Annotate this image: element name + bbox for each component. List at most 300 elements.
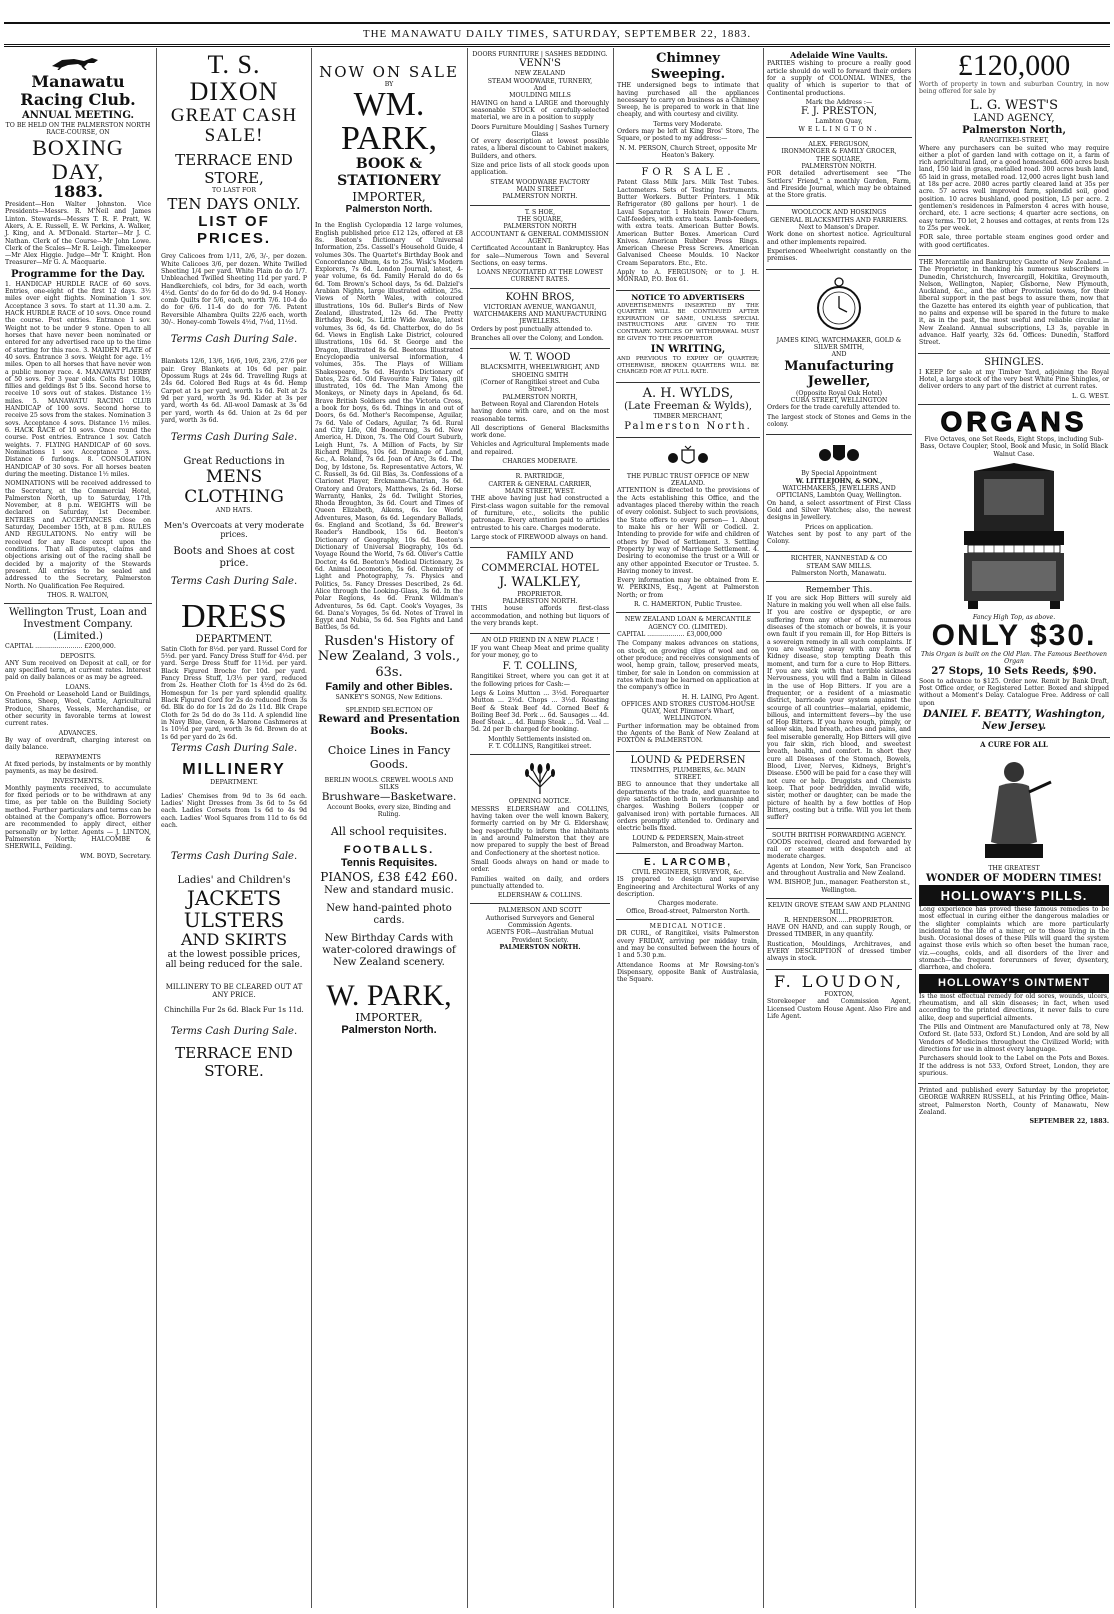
bakery-ad xyxy=(470,755,610,904)
woolcock-name: WOOLCOCK AND HOSKINGS xyxy=(791,209,887,217)
hop-bitters-ad xyxy=(766,582,912,828)
ferguson-text: FOR detailed advertisement see "The Settlers' Friend," a monthly Garden, Farm, and Fireside Journal, which may be obtained at the Store gratis. xyxy=(767,170,911,200)
collins-intro: IF you want Cheap Meat and prime quality for your money, go to xyxy=(471,644,609,659)
nzlm-text: The Company makes advances on stations, on stock, on growing clips of wool and on other produce; and receives consignments of wool, hemp grain, tallow, preserved meats, timber, for sale in London on commission at rates which may be learned on application at the company's office in xyxy=(617,640,759,692)
officers-text: President—Hon Walter Johnston. Vice Presidents—Messrs. R. M'Neil and James Linton. Stewards—Messrs T. R. F. Pratt, W. Akers, A. E. Russell, E. W. Perkins, A. Walker, J. King, and A. M'Donald. Starter—Mr J. C. Nathan. Clerk of the Course—Mr John Lowe. Clerk of the Scales—Mr R. Leigh. Timekeeper—Mr Alex Higgie. Judge—Mr T. Knight. Hon Treasurer—Mr G. A. Macquarie. xyxy=(5,200,151,267)
woolcock-text: Work done on shortest notice. Agricultural and other implements repaired. xyxy=(767,231,911,246)
wood-name: W. T. WOOD xyxy=(509,352,571,364)
racing-club-ad xyxy=(4,48,152,604)
organs-plan: This Organ is built on the Old Plan. The Famous Beethoven Organ xyxy=(920,651,1108,666)
gazette-text: THE Mercantile and Bankruptcy Gazette of New Zealand.—The Proprietor, in thanking his numerous subscribers in Dunedin, Christchurch, Invercargill, Hokitika, Greymouth, Nelson, Wellington, Napier, Gisborne, New Plymouth, Auckland, &c., and the other Provincial towns, for their liberal support in the past begs to assure them, now that the Gazette has entered its eighth year of publication, that no pains and expense will be spared in the future to make it, as in the past, the most useful and reliable circular in New Zealand. Annual subscriptions, L3 3s, payable in advance. Half yearly, 32s 6d. Offices: Dunedin, Stafford Street. xyxy=(919,258,1109,347)
organs-order: Soon to advance to $125. Order now. Remit by Bank Draft, Post Office order, or Registered Letter. Boxed and shipped without a Moment's Delay. Catalogue Free. Address or call upon xyxy=(919,677,1109,707)
column-7 xyxy=(918,48,1110,1610)
woolcock-ad xyxy=(766,206,912,269)
park-footer-importer: IMPORTER, xyxy=(355,1010,423,1024)
monthly-settlements: Monthly Settlements insisted on. xyxy=(488,735,592,743)
king-and: AND xyxy=(831,351,847,359)
loudon-ad xyxy=(766,970,912,1027)
organs-ad xyxy=(918,405,1110,738)
venn-town: PALMERSTON NORTH. xyxy=(502,193,578,201)
footballs: FOOTBALLS. xyxy=(343,843,435,856)
king-street: CUBA STREET, WELLINGTON xyxy=(790,397,888,405)
partridge-trade: CARTER & GENERAL CARRIER, xyxy=(488,480,592,488)
partridge-name: R. PARTRIDGE, xyxy=(515,473,565,481)
wood-town: PALMERSTON NORTH, xyxy=(502,393,578,401)
wylds-ad xyxy=(616,383,760,438)
prices-blankets: Blankets 12/6, 13/6, 16/6, 19/6, 23/6, 27/6 per pair. Grey Blankets at 10s 6d per pair. Opossum Rugs at 24s 6d. Travelling Rugs at 24s 6d. Colored Bed Rugs at 4s 6d. Hemp Carpet at 1s per yard, worth 1s 6d. Felt at 2s 9d per yard, worth 3s 9d. Kider at 3s per yard, worth 4s 6d. All-wool Damask at 3s 6d per yard, worth 4s 6d. Union at 2s 6d per yard, worth 3s 6d. xyxy=(161,358,307,424)
lound-trade: TINSMITHS, PLUMBERS, &c. MAIN STREET. xyxy=(630,766,746,782)
trust-company-ad xyxy=(4,604,152,864)
richter-trade: STEAM SAW MILLS. xyxy=(806,562,872,570)
photo-cards: New hand-painted photo cards. xyxy=(326,902,452,926)
imprint-date: SEPTEMBER 22, 1883. xyxy=(1029,1118,1109,1126)
terms-cash-2: Terms Cash During Sale. xyxy=(170,432,298,444)
wylds-name: A. H. WYLDS, xyxy=(642,385,734,401)
lowest-prices: at the lowest possible prices, all being reduced for the sale. xyxy=(165,949,303,971)
wylds-trade: TIMBER MERCHANT, xyxy=(653,413,723,421)
organs-price: ONLY $30. xyxy=(931,619,1097,653)
wood-text-2: All descriptions of General Blacksmiths work done. xyxy=(471,424,609,440)
gazette-ad xyxy=(918,256,1110,354)
palmerston-north: Palmerston North. xyxy=(345,204,433,216)
organs-title: ORGANS xyxy=(940,405,1088,437)
to-last-for: TO LAST FOR xyxy=(211,187,257,195)
walkley-name: J. WALKLEY, xyxy=(498,575,582,591)
wine-title: Adelaide Wine Vaults. xyxy=(790,50,888,60)
great-cash-sale: GREAT CASH SALE! xyxy=(170,104,298,146)
king-name: JAMES KING, WATCHMAKER, GOLD & SILVER SMITH, xyxy=(776,336,902,351)
investments-heading: INVESTMENTS. xyxy=(52,777,104,785)
column-rule xyxy=(613,48,614,1608)
wood-charges: CHARGES MODERATE. xyxy=(502,458,578,466)
medical-rooms: Attendance Rooms at Mr Rowsing-ton's Dispensary, opposite Bank of Australasia, the Square. xyxy=(617,961,759,984)
column-4 xyxy=(470,48,610,1610)
medical-text: DR CURL, of Rangitikei, visits Palmerston every FRIDAY, arriving per midday train, and may be consulted between the hours of 1 and 5.30 p.m. xyxy=(617,930,759,960)
park-footer-town: Palmerston North. xyxy=(341,1023,437,1036)
hoe-ad xyxy=(470,206,610,289)
king-jeweller: Manufacturing Jeweller, xyxy=(784,358,894,390)
book-stationery: BOOK & STATIONERY xyxy=(337,156,441,190)
venn-every: Of every description at lowest possible rates, a liberal discount to Cabinet makers, Builders, and others. xyxy=(471,138,609,160)
loudon-town: FOXTON, xyxy=(824,990,854,998)
meeting-year: 1883. xyxy=(52,181,104,201)
collins-name: F. T. COLLINS, xyxy=(502,661,578,673)
small-goods: Small Goods always on hand or made to order. xyxy=(471,858,609,874)
deposits-text: ANY Sum received on Deposit at call, or for any specified term, at current rates. Interest paid on daily balances or as may be agreed. xyxy=(5,659,151,682)
shingles-signature: L. G. WEST. xyxy=(1072,392,1109,400)
venn-mills: MOULDING MILLS xyxy=(509,92,571,100)
clear-millinery: MILLINERY TO BE CLEARED OUT AT ANY PRICE. xyxy=(165,983,303,1000)
hoe-cert: Certificated Accountant in Bankruptcy. Has for sale—Numerous Town and Several Sections, on easy terms. xyxy=(471,245,609,267)
rusden-history: Rusden's History of New Zealand, 3 vols., 63s. xyxy=(317,633,461,680)
coat-of-arms-icon xyxy=(665,444,711,470)
importer: IMPORTER, xyxy=(352,189,426,204)
venn-factory: STEAM WOODWARE FACTORY xyxy=(490,178,590,186)
palmerson-scott-ad xyxy=(470,904,610,955)
loans-heading: LOANS. xyxy=(65,683,91,691)
brushware: Brushware—Basketware. xyxy=(321,791,457,804)
hoe-accountant: ACCOUNTANT & GENERAL COMMISSION AGENT. xyxy=(471,230,609,245)
loans-text: On Freehold or Leasehold Land or Buildings, Stations, Sheep, Wool, Cattle, Agricultural Produce, Shares, Vessels, Merchandise, or other security in favorable terms at lowest current rates. xyxy=(5,691,151,728)
west-intro: Worth of property in town and suburban Country, in now being offered for sale by xyxy=(919,81,1109,96)
boots-shoes: Boots and Shoes at cost price. xyxy=(173,545,295,569)
hoe-town: PALMERSTON NORTH xyxy=(503,223,577,231)
repayments-text: At fixed periods, by instalments or by monthly payments, as may be desired. xyxy=(5,760,151,776)
venn-name: VENN'S xyxy=(519,58,561,70)
dress-dept: DEPARTMENT. xyxy=(195,633,273,645)
chimney-title: Chimney Sweeping. xyxy=(650,51,726,82)
terms-cash-4: Terms Cash During Sale. xyxy=(170,742,298,754)
racehorse-icon xyxy=(48,54,108,70)
kelvin-grove-ad xyxy=(766,899,912,970)
larcomb-name: E. LARCOMB, xyxy=(643,857,733,869)
richter-ad xyxy=(766,552,912,582)
imprint xyxy=(918,1084,1110,1130)
kelvin-proprietor: R. HENDERSON......PROPRIETOR. xyxy=(784,916,894,924)
holloway-pills: HOLLOWAY'S PILLS. xyxy=(919,885,1109,906)
forwarding-text: GOODS received, cleared and forwarded by rail or steamer with despatch and at moderate charges. xyxy=(767,838,911,861)
kelvin-title: KELVIN GROVE STEAM SAW AND PLANING MILL. xyxy=(767,902,911,917)
prices-dress: Satin Cloth for 8½d. per yard. Russel Cord for 5½d. per yard. Fancy Dress Stuff for 4½d. per yard. Serge Dress Stuff for 11½d. per yard. Black Figured Broche for 10d. per yard. Fancy Dress Stuff, 1/3½ per yard, reduced from 2s. Heather Cloth for 1s 4½d do 2s 6d. Homespun for 1s per yard splendid quality. Black Figured Cord for 2s do reduced from 3s 6d. Blk do do for 1s 2d do 2s 11d. Blk Crape Cloth for 2s 5d do do 3s 11d. A splendid line in Navy Blue, Green, & Marone Cashmeres at 1s 10½d per yard, worth 3s 6d. Brown do at 1s 6d per yard do 2s 6d. xyxy=(161,645,307,741)
for-sale-title: FOR SALE. xyxy=(641,167,735,179)
trust-office-title: THE PUBLIC TRUST OFFICE OF NEW ZEALAND. xyxy=(626,472,750,488)
notice-writing: IN WRITING, xyxy=(650,344,726,356)
wheat-sheaf-icon xyxy=(520,761,560,795)
wine-text: PARTIES wishing to procure a really good article should do well to forward their orders for a supply of COLONIAL WINES, the quality of which is superior to that of Continental productions. xyxy=(767,60,911,97)
chinchilla-fur: Chinchilla Fur 2s 6d. Black Fur 1s 11d. xyxy=(164,1005,304,1014)
partridge-street: MAIN STREET, WEST. xyxy=(504,488,576,495)
organs-beatty: DANIEL F. BEATTY, Washington, New Jersey. xyxy=(923,709,1105,733)
advances-text: By way of overdraft, charging interest on daily balance. xyxy=(5,736,151,752)
kohn-trade: WATCHMAKERS AND MANUFACTURING JEWELLERS. xyxy=(473,311,607,326)
wood-text-1: having done with care, and on the most reasonable terms. xyxy=(471,408,609,423)
walkley-town: PALMERSTON NORTH. xyxy=(502,598,578,606)
littlejohn-ad xyxy=(766,435,912,552)
remember-title: Remember This. xyxy=(805,585,873,595)
surveyors-name: PALMERSON AND SCOTT xyxy=(498,907,582,915)
notice-text-2: AND PREVIOUS TO EXPIRY OF QUARTER; OTHERWISE, BROKEN QUARTERS WILL BE CHARGED FOR AT FULL RATE. xyxy=(617,356,759,376)
meeting-venue: TO BE HELD ON THE PALMERSTON NORTH RACE-COURSE, ON xyxy=(5,121,151,137)
column-2 xyxy=(160,48,308,1610)
wood-trade: BLACKSMITH, WHEELWRIGHT, AND SHOEING SMITH xyxy=(480,364,600,379)
loudon-text: Storekeeper and Commission Agent, Licensed Custom House Agent. Also Fire and Life Agent. xyxy=(767,998,911,1020)
holloway-manufactured: The Pills and Ointment are Manufactured only at 78, New Oxford St. (late 533, Oxford St.) London, And are sold by all Vendors of Medicines throughout the Civilized World; with directions for use in almost every language. xyxy=(919,1023,1109,1053)
nzlm-further: Further information may be obtained from the Agents of the Bank of New Zealand at FOXTON & PALMERSTON. xyxy=(617,722,759,745)
collins-street: Rangitikei Street, where you can get it at the following prices for Cash:— xyxy=(471,673,609,688)
west-agency: LAND AGENCY, xyxy=(973,113,1055,125)
forwarding-ad xyxy=(766,829,912,900)
park-ad xyxy=(314,48,464,1041)
berlin-wools: BERLIN WOOLS. CREWEL WOOLS AND SILKS xyxy=(324,776,454,792)
and-hats: AND HATS. xyxy=(215,507,253,515)
venn-main: MAIN STREET xyxy=(516,186,564,193)
bakery-text: MESSRS ELDERSHAW and COLLINS, having taken over the well known Bakery, formerly carried on by Mr G. Eldershaw, beg respectfully to inform the inhabitants in and around Palmerston that they are now prepared to supply the best of Bread and Confectionery at the shortest notice. xyxy=(471,805,609,857)
dixon-ad xyxy=(160,48,308,1084)
trust-office-signature: R. C. HAMERTON, Public Trustee. xyxy=(634,601,742,609)
holloway-pills-text: Long experience has proved these famous remedies to be most effectual in curing either the dangerous maladies or the slighter complaints which are more particularly incidental to the life of a miner, or to those living in the bush. Occasional doses of these Pills will guard the system against those evils which so often beset the human race, viz.—coughs, colds, and all disorders of the liver and stomach—the frequent forerunners of fever, dysentery, diarrhœa, and cholera. xyxy=(919,905,1109,972)
hoe-name: T. S HOE, xyxy=(524,208,556,216)
forwarding-title: SOUTH BRITISH FORWARDING AGENCY. xyxy=(772,831,906,839)
littlejohn-text: On hand, a select assortment of First Class Gold and Silver Watches; also, the newest designs in Jewellery. xyxy=(767,499,911,522)
kohn-branches: Branches all over the Colony, and London. xyxy=(471,335,604,342)
trust-title: Wellington Trust, Loan and Investment Company. xyxy=(9,607,147,631)
ferguson-trade: IRONMONGER & FAMILY GROCER, xyxy=(781,148,897,156)
organs-stops: 27 Stops, 10 Sets Reeds, $90. xyxy=(931,665,1097,677)
great-reductions: Great Reductions in xyxy=(183,456,285,468)
dairy-apply: Apply to A. FERGUSON; or to J. H. MONRAD, P.O. Box 61. xyxy=(617,269,759,284)
littlejohn-post: Watches sent by post to any part of the Colony. xyxy=(767,530,911,546)
pocket-watch-icon xyxy=(814,276,864,334)
west-properties: Where any purchasers can be suited who may require either a plot of garden land with cottage on it, a farm of rich agricultural land, or a good homestead. 600 acres bush land, 150 laid in grass, metalled road. 300 acres bush land, 65 laid in grass, metalled road. 12,000 acres light bush land at 18s per acre. 2080 acres partly cleared land at 35s per acre. 57 acres well improved farm, splendid soil, good position. 10 acres bushland, good position, L5 per acre. 2 gentlemen's residences in Palmerston 4 acres with house, orchard, etc. 1 acre sections; 4 quarter acre sections, on easy terms. TO let, 2 houses and cottages, at rents from 12s to 25s per week. xyxy=(919,144,1109,232)
west-engines: FOR sale, three portable steam engines good order and with good certificates. xyxy=(919,234,1109,249)
nzlm-agent: H. H. LAING, Pro Agent. xyxy=(681,693,759,701)
kelvin-stock: Rustication, Mouldings, Architraves, and EVERY DESCRIPTION of dressed timber always in stock. xyxy=(767,940,911,963)
loan-mercantile-ad xyxy=(616,613,760,751)
littlejohn-name: W. LITTLEJOHN, & SON., xyxy=(795,477,883,485)
jackets: JACKETS xyxy=(186,886,282,911)
kelvin-text: HAVE ON HAND, and can supply Rough, or Dressed TIMBER, in any quantity. xyxy=(767,923,911,939)
amount-120000: £120,000 xyxy=(957,49,1071,82)
venn-ad xyxy=(470,48,610,206)
masthead xyxy=(4,22,1110,47)
partridge-text: THE above having just had constructed a First-class wagon suitable for the removal of furniture, etc., solicits the public patronage. Every attention paid to articles entrusted to his care. Charges moderate. xyxy=(471,495,609,532)
investments-text: Monthly payments received, to accumulate for fixed periods or to be withdrawn at any time, as per table on the Building Society method. Further particulars and terms can be obtained at the Company's office. Borrowers are recommended to apply direct, either personally or by letter. Agents — J. LINTON, Palmerston North; HALCOMBE & SHERWILL, Feilding. xyxy=(5,784,151,851)
richter-name: RICHTER, NANNESTAD & CO xyxy=(790,555,888,563)
chimney-ad xyxy=(616,48,760,164)
park-footer: W. PARK, xyxy=(326,978,452,1012)
lound-text: BEG to announce that they undertake all departments of the trade, and guarantee to give satisfaction both in workmanship and charges. Washing Boilers (copper or galvanised iron) with portable furnaces. All orders promptly attended to. Ordinary and electric bells fixed. xyxy=(617,781,759,833)
larcomb-text: IS prepared to design and supervise Engineering and Architectural Works of any description. xyxy=(617,876,759,899)
larcomb-ad xyxy=(616,854,760,920)
mens-clothing: MENS CLOTHING xyxy=(184,467,284,507)
trust-capital: CAPITAL ........................ £200,000. xyxy=(5,643,116,651)
ferguson-town: PALMERSTON NORTH. xyxy=(801,162,877,170)
collins-ad xyxy=(470,634,610,755)
standard-music: New and standard music. xyxy=(324,884,454,896)
masthead-title: THE MANAWATU DAILY TIMES, SATURDAY, SEPTEMBER 22, 1883. xyxy=(362,28,752,40)
secretary-signature: THOS. R. WALTON, xyxy=(47,591,109,599)
lound-signature: LOUND & PEDERSEN, Main-street Palmerston, and Broadway Marton. xyxy=(632,834,744,849)
wine-ad xyxy=(766,48,912,138)
forwarding-agents: Agents at London, New York, San Francisco and throughout Australia and New Zealand. xyxy=(767,862,911,878)
trust-office-text: ATTENTION is directed to the provisions of the Acts establishing this Office, and the advantages placed thereby within the reach of every colonist. Subject to such provisions, the State offers to every person— 1. About to make his or her Will or Codicil. 2. Intending to provide for wife and children of others by Deed of Settlement. 3. Settling Property by way of Marriage Settlement. 4. Desiring to economise the trust or a Will or any other appointed Executor or Trustee. 5. Having money to invest. xyxy=(617,487,759,575)
pianos: PIANOS, £38 £42 £60. xyxy=(320,870,458,885)
wine-address-label: Mark the Address :— xyxy=(805,99,873,106)
splendid-selection: SPLENDID SELECTION OF xyxy=(345,707,433,715)
organs-spec: Five Octaves, one Set Reeds, Eight Stops, including Sub-Bass, Octave Coupler, Stool, Book and Music, in Solid Black Walnut Case. xyxy=(919,435,1109,458)
deposits-heading: DEPOSITS. xyxy=(60,652,96,660)
organs-fancy: Fancy High Top, as above. xyxy=(972,613,1056,621)
column-rule xyxy=(763,48,764,1608)
holloway-greatest: THE GREATEST xyxy=(988,865,1040,873)
lound-ad xyxy=(616,752,760,854)
nzlm-offices: OFFICES AND STORES CUSTOM-HOUSE QUAY, Next Plimmer's Wharf, WELLINGTON. xyxy=(621,700,755,723)
dairy-items: Patent Glass Milk Jars. Milk Test Tubes. Lactometers. Sets of Testing Instruments. Butter Workers. Butter Printers. 1 Mik Refrigerator (80 gallons per hour). 1 de Laval Separator. 1 Holstein Power Churn. Calf-feeders, with extra teats. Lamb-feeders, with extra teats. American Butter Bowls. American Butter Boxes. American Curd Knives. American Rubber Press Rings. American Cheese Press Screws. American Galvanised Cheese Moulds. 10 Nackor Cream Separators. Etc., Etc. xyxy=(617,179,759,267)
dairy-sale-ad xyxy=(616,164,760,290)
nzlm-capital: CAPITAL ................... £3,000,000 xyxy=(617,631,722,639)
walkley-ad xyxy=(470,548,610,634)
kohn-ad xyxy=(470,289,610,350)
holloway-wonder: WONDER OF MODERN TIMES! xyxy=(926,872,1102,884)
hotel-name: FAMILY AND COMMERCIAL HOTEL xyxy=(481,551,599,575)
birthday-cards: New Birthday Cards with water-colored drawings of New Zealand scenery. xyxy=(322,932,456,968)
remember-text: If you are sick Hop Bitters will surely aid Nature in making you well when all else fails. If you are costive or dyspeptic, or are suffering from any other of the numerous diseases of the stomach or bowels, it is your own fault if you remain ill, for Hop Bitters is a sovereign remedy in all such complaints. If you are wasting away with any form of Kidney disease, stop tempting Death this moment, and turn for a cure to Hop Bitters. If you are sick with that terrible sickness Nervousness, you will find a Balm in Gilead in the use of Hop Bitters. If you are a frequenter, or a resident of a miasmatic district, barricade your system against the scourge of all countries—malarial, epidemic, bilious, and intermittent fevers—by the use of Hop Bitters. If you have rough, pimply, or sallow skin, bad breath, aches and pains, and feel miserable generally, Hop Bitters will give you fair skin, rich blood, and sweetest breath, health, and comfort. In short they cure all Diseases of the Stomach, Bowels, Blood, Liver, Nerves, Kidneys, Bright's Disease. £500 will be paid for a case they will not cure or help. Druggists and Chemists keep. That poor bedridden, invalid wife, sister, mother or daughter, can be made the picture of health by a few bottles of Hop Bitters, costing but a trifle. Will you let them suffer? xyxy=(767,594,911,822)
west-town: Palmerston North, xyxy=(962,125,1066,137)
littlejohn-appointment: By Special Appointment xyxy=(801,470,877,478)
forwarding-manager: WM. BISHOP, Jun., manager. Featherston st., Wellington. xyxy=(768,879,910,894)
fancy-goods: Choice Lines in Fancy Goods. xyxy=(327,744,451,771)
medical-title: MEDICAL NOTICE. xyxy=(649,923,727,931)
woolcock-trade: GENERAL BLACKSMITHS AND FARRIERS. Next to Manson's Draper. xyxy=(770,216,908,232)
trust-office-info: Every information may be obtained from E. W. PERKINS, Esq., Agent at Palmerston North; or from xyxy=(617,577,759,599)
richter-town: Palmerston North, Manawatu. xyxy=(791,570,887,578)
family-bibles: Family and other Bibles. xyxy=(325,680,453,693)
king-stock: The largest stock of Stones and Gems in the colony. xyxy=(767,413,911,428)
trust-signature: WM. BOYD, Secretary. xyxy=(80,852,151,860)
terms-cash-6: Terms Cash During Sale. xyxy=(170,1025,298,1037)
old-friend: AN OLD FRIEND IN A NEW PLACE ! xyxy=(481,637,599,645)
bakery-signature: ELDERSHAW & COLLINS. xyxy=(497,892,583,900)
king-opposite: (Opposite Royal Oak Hotel) xyxy=(795,389,883,397)
tennis: Tennis Requisites. xyxy=(340,856,438,869)
hoe-loans: LOANS NEGOTIATED AT THE LOWEST CURRENT RATES. xyxy=(476,269,604,284)
column-1 xyxy=(4,48,152,1610)
terms-cash-5: Terms Cash During Sale. xyxy=(170,851,298,863)
column-6 xyxy=(766,48,912,1610)
millinery-heading: MILLINERY xyxy=(182,760,286,778)
notice-title: NOTICE TO ADVERTISERS xyxy=(631,292,745,302)
millinery-dept: DEPARTMENT. xyxy=(210,779,258,787)
repayments-heading: REPAYMENTS xyxy=(55,753,101,761)
wood-corner: (Corner of Rangitikei street and Cuba Street.) xyxy=(480,378,600,394)
shingles-ad xyxy=(918,354,1110,405)
ferguson-square: THE SQUARE, xyxy=(816,155,862,163)
loudon-name: F. LOUDON, xyxy=(773,971,904,991)
woolcock-wheelwright: Experienced Wheelwright constantly on the premises. xyxy=(767,248,911,263)
chimney-orders: Orders may be left at King Bros' Store, The Square, or posted to my address:— xyxy=(617,128,759,143)
collins-signature: F. T. COLLINS, Rangitikei street. xyxy=(488,743,592,751)
surveyors-agents: AGENTS FOR—Australian Mutual Provident Society. xyxy=(486,929,594,944)
hygeia-figure-icon xyxy=(959,752,1069,862)
prices-millinery: Ladies' Chemises from 9d to 3s 6d each. Ladies' Night Dresses from 3s 6d to 5s 6d each. Ladies Corsets from 1s 6d to 4s 9d each. Ladies' Wool Squares from 11d to 6s 6d each. xyxy=(161,792,307,829)
shingles-title: SHINGLES. xyxy=(984,356,1044,368)
wood-between: Between Royal and Clarendon Hotels xyxy=(481,400,599,408)
west-ad xyxy=(918,48,1110,256)
venn-size: Size and price lists of all stock goods upon application. xyxy=(471,162,609,177)
wm-park: WM. PARK, xyxy=(340,86,438,158)
venn-header: DOORS FURNITURE | SASHES BEDDING. xyxy=(472,51,608,58)
holloway-ointment-text: Is the most effectual remedy for old sores, wounds, ulcers, rheumatism, and all skin diseases; in fact, when used according to the printed directions, it never fails to cure alike, deep and superficial ailments. xyxy=(919,992,1109,1022)
wine-street: Lambton Quay, xyxy=(815,118,863,126)
organ-illustration-icon xyxy=(954,461,1074,611)
venn-and: And xyxy=(533,84,547,92)
larcomb-charges: Charges moderate. xyxy=(657,900,719,908)
reward-books: Reward and Presentation Books. xyxy=(318,714,460,738)
littlejohn-trade: WATCHMAKERS, JEWELLERS AND OPTICIANS, Lambton Quay, Wellington. xyxy=(776,484,902,500)
hoe-square: THE SQUARE, xyxy=(517,215,563,223)
surveyors-trade: Authorised Surveyors and General Commission Agents. xyxy=(485,914,595,930)
royal-arms-icon xyxy=(816,441,862,467)
dixon-name: T. S. DIXON xyxy=(189,50,279,107)
king-ad xyxy=(766,270,912,436)
nzlm-title: NEW ZEALAND LOAN & MERCANTILE AGENCY CO. (LIMITED). xyxy=(624,616,752,631)
surveyors-town: PALMERSTON NORTH. xyxy=(499,944,581,952)
ladies-children: Ladies' and Children's xyxy=(177,875,291,887)
ferguson-ad xyxy=(766,138,912,207)
kohn-orders: Orders by post punctually attended to. xyxy=(471,325,593,333)
boxing-day: BOXING DAY, xyxy=(32,135,124,184)
families: Families waited on daily, and orders punctually attended to. xyxy=(471,875,609,890)
meeting-title: ANNUAL MEETING. xyxy=(22,109,134,121)
holloway-ad xyxy=(918,738,1110,1084)
advances-heading: ADVANCES. xyxy=(58,729,98,737)
column-rule xyxy=(156,48,157,1608)
chimney-signature: N. M. PERSON, Church Street, opposite Mr Heaton's Bakery. xyxy=(619,144,757,159)
partridge-firewood: Large stock of FIREWOOD always on hand. xyxy=(471,533,608,541)
holloway-purchasers: Purchasers should look to the Label on the Pots and Boxes. If the address is not 533, Oxford Street, London, they are spurious. xyxy=(919,1055,1109,1077)
partridge-ad xyxy=(470,470,610,548)
opening-notice: OPENING NOTICE. xyxy=(508,798,572,806)
wine-name: F. J. PRESTON, xyxy=(801,106,877,118)
now-on-sale: NOW ON SALE xyxy=(319,63,459,81)
wylds-town: Palmerston North. xyxy=(624,420,752,432)
public-trust-ad xyxy=(616,438,760,614)
kohn-address: VICTORIAN AVENUE, WANGANUI, xyxy=(483,303,597,311)
overcoats: Men's Overcoats at very moderate prices. xyxy=(164,520,304,540)
wood-text-3: Vehicles and Agricultural Implements made and repaired. xyxy=(471,441,609,456)
club-title: Manawatu Racing Club. xyxy=(20,72,136,110)
littlejohn-prices: Prices on application. xyxy=(805,523,873,531)
terms-cash-1: Terms Cash During Sale. xyxy=(170,334,298,346)
sankey-songs: SANKEY'S SONGS, New Editions. xyxy=(335,693,443,701)
venn-woodware: STEAM WOODWARE, TURNERY, xyxy=(487,77,593,85)
by: BY xyxy=(384,81,394,88)
terrace-end-footer: TERRACE END STORE. xyxy=(175,1043,293,1080)
meat-prices: Legs & Loins Mutton ... 3½d. Forequarter Mutton ... 2½d. Chops ... 3½d. Roasting Beef & Steak Beef 4d. Corned Beef & Boiling Beef 3d. Pork ... 6d. Sausages ... 4d. Beef Steak ... 4d. Rump Steak ... 5d. Veal ... 5d. 2d per lb charged for booking. xyxy=(471,689,609,734)
shingles-text: I KEEP for sale at my Timber Yard, adjoining the Royal Hotel, a large stock of the very best White Pine Shingles, or deliver orders to any part of the district at current rates. xyxy=(919,368,1109,391)
column-rule xyxy=(311,48,312,1608)
column-rule xyxy=(467,48,468,1608)
wylds-late: (Late Freeman & Wylds), xyxy=(624,401,752,413)
advertisers-notice xyxy=(616,291,760,383)
kohn-name: KOHN BROS, xyxy=(505,291,575,303)
skirts: AND SKIRTS xyxy=(180,930,288,950)
programme-title: Programme for the Day. xyxy=(11,268,145,280)
terms-cash-3: Terms Cash During Sale. xyxy=(170,575,298,587)
lound-name: LOUND & PEDERSEN xyxy=(630,754,746,766)
ten-days-only: TEN DAYS ONLY. xyxy=(167,194,301,213)
west-street: RANGITIKEI-STREET, xyxy=(979,137,1049,145)
prices-linen: Grey Calicoes from 1/11, 2/6, 3/-, per dozen. White Calicoes 3/6, per dozen. White Twilled Sheeting 1/4 per yard. White Plain do do 1/7. Unbleached Twilled Sheeting 11d per yard. P Handkerchiefs, col bdrs, for 3d each, worth 4½d. Gents' do do for 6d do do 9d. 9-4 Honey-comb Quilts for 5/6, each, worth 7/6. 10-4 do do for 6/6. 11-4 do do for 7/6. Patent Reversible Alhambra Quilts 22/6 each, worth 30/-. Honey-comb Towels 4½d, 7¼d, 11½d. xyxy=(161,253,307,327)
medical-ad xyxy=(616,920,760,990)
walkley-text: THIS house affords first-class accommodation, and nothing but liquors of the very brands kept. xyxy=(471,605,609,628)
west-name: L. G. WEST'S xyxy=(970,97,1058,113)
wood-ad xyxy=(470,349,610,470)
larcomb-office: Office, Broad-street, Palmerston North. xyxy=(626,907,750,915)
notice-text: ADVERTISEMENTS INSERTED BY THE QUARTER WILL BE CONTINUED AFTER EXPIRATION OF SAME, UNLESS SPECIAL INSTRUCTIONS ARE GIVEN TO THE CONTRARY. NOTICES OF WITHDRAWAL MUST BE GIVEN TO THE PROPRIETOR xyxy=(617,302,759,342)
races-text: 1. HANDICAP HURDLE RACE of 60 sovs. Entries, one-eight of the first 12 days. 3½ miles over eight flights. Nomination 1 sov. Acceptance 3 sovs. To start at 11.30 a.m. 2. HACK HURDLE RACE of 10 sovs. Once round the course. Post entries. Entrance 1 sov. Weight not to be under 9 stone. Open to all horses that have never been nominated or entered for any advertised race up to the time of starting for this race. 3. MAIDEN PLATE of 40 sovs. Entrance 3 sovs. Weight for age. 1½ miles. Open to all horses that have never won a public money race. 4. MANAWATU DERBY of 50 sovs. For 3 year olds. Colts 8st 10lbs, fillies and geldings 8st 5 lbs. Second horse to receive 10 sovs out of stakes. Distance 1½ miles. 5. MANAWATU RACING CLUB HANDICAP of 100 sovs. Second horse to receive 25 sovs from the stakes. Nomination 3 sovs. Acceptance 4 sovs. Distance 1½ miles. 6. HACK RACE of 10 sovs. Once round the course. Post entries. Entrance 1 sov. Catch weights. 7. FLYING HANDICAP of 60 sovs. Nominations 1 sov. Acceptance 3 sovs. Distance 6 furlongs. 8. CONSOLATION HANDICAP of 30 sovs. For all horses beaten during the meeting. Distance 1½ miles. xyxy=(5,280,151,478)
ferguson-name: ALEX. FERGUSON, xyxy=(808,140,870,148)
wine-town: WELLINGTON. xyxy=(798,125,880,133)
school-requisites: All school requisites. xyxy=(330,824,448,838)
dress-heading: DRESS xyxy=(181,597,287,635)
list-of-prices: LIST OF PRICES. xyxy=(196,212,271,248)
trust-limited: (Limited.) xyxy=(53,631,103,643)
terrace-end-store: TERRACE END STORE, xyxy=(175,151,293,188)
chimney-text: THE undersigned begs to intimate that having purchased all the appliances necessary to carry on business as a Chimney Sweep, he is prepared to work in that line cheaply, and with courtesy and civility. xyxy=(617,82,759,119)
books-list: In the English Cyclopædia 12 large volumes, English published price £12 12s, offered at £8 8s. Beeton's Dictionary of Universal Information, 25s. Cassell's Household Guide, 4 volumes 30s. The Quartet's Birthday Book and Concordance Album, 4s to 25s. Wisk's Modern Explorers, 7s 6d. London Journal, latest, 4-year volume, 6s 6d. Family Herald do do 6s 6d. Tom Brown's School days, 5s 6d. Dalziel's Arabian Nights, large illustrated edition, 25s. Views of North Wales, with coloured illustrations, 10s 6d. Buller's Birds of New Zealand, illustrated, 12s 6d. The Pretty Birthday Book, 5s. Little Wide Awake, latest volumes, 3s 6d, 4s 6d. Chatterbox, do do 5s 6d. Views in English Lake District, coloured illustrations, 10s 6d. St George and the Dragon, illustrated 8s 6d. Beetons Illustrated Encyclopædia universal information, 4 volumes, 35s. The Plays of William Shakespeare, 5s 6d. Haydn's Dictionary of Dates, 22s 6d. Old Favourite Fairy Tales, gilt illustrated, 10s 6d. The Man Among the Monkeys, or Ninety days in Apeland, 6s 6d. Brave British Soldiers and the Victoria Cross, a book for boys, 6s 6d. Things in and out of Doors, 6s 6d. Mother's Recompense, Aguilar, 7s 6d. Vale of Cedars, Aguilar, 7s 6d. Rural and City Life, Old Boomerang, 3s 6d. New America, H. Dixon, 7s. The Old Court Suburb, Leigh Hunt, 7s. A Million of Facts, by Sir Richard Phillips, 10s 6d. Drainage of Land, &c., A. Roland, 7s 6d. Joan of Arc, 3s 6d. The Dog, by Idstone, 5s. Representative Actors, W. C. Russell, 3s 6d. Gil Blas, 3s. Confessions of a Clarionet Player, Erckmann-Chatrian, 3s 6d. Oratory and Orators, Matthews, 2s 6d. Horse Warranty, Hanks, 2s 6d. Twilight Stories, Rhoda Broughton, 3s 6d. Court and Times of Queen Elizabeth, Aikens, 6s. Ice World Adventures, Mason, 6s 6d. Legendary Ballads, 6s. England and Scotland, 3s 6d. Brewer's Reader's Handbook, 15s 6d. Beeton's Dictionary of Geography, 10s 6d. Beeton's Dictionary of Universal Biography, 10s 6d. Voyage Round the World, 7s 6d. Oliver's Cattle Doctor, 4s 6d. Beeton's Medical Dictionary, 2s 6d. Animal Locomotion, 5s 6d. Chemistry of Light and Photography, 7s. Physics and Politics, 5s. Fancy Dresses Described, 2s 6d. Alice through the Looking-Glass, 3s 6d. In the Polar Regions, 4s 6d. Frank Wildman's Adventures, 5s 6d. Capt. Cook's Voyages, 3s 6d. Dana's Voyages, 5s 6d. Notes of Travel in Egypt and Nubia, 5s 6d. Sea Fights and Land Battles, 5s 6d. xyxy=(315,222,463,632)
holloway-ointment: HOLLOWAY'S OINTMENT xyxy=(919,974,1109,993)
